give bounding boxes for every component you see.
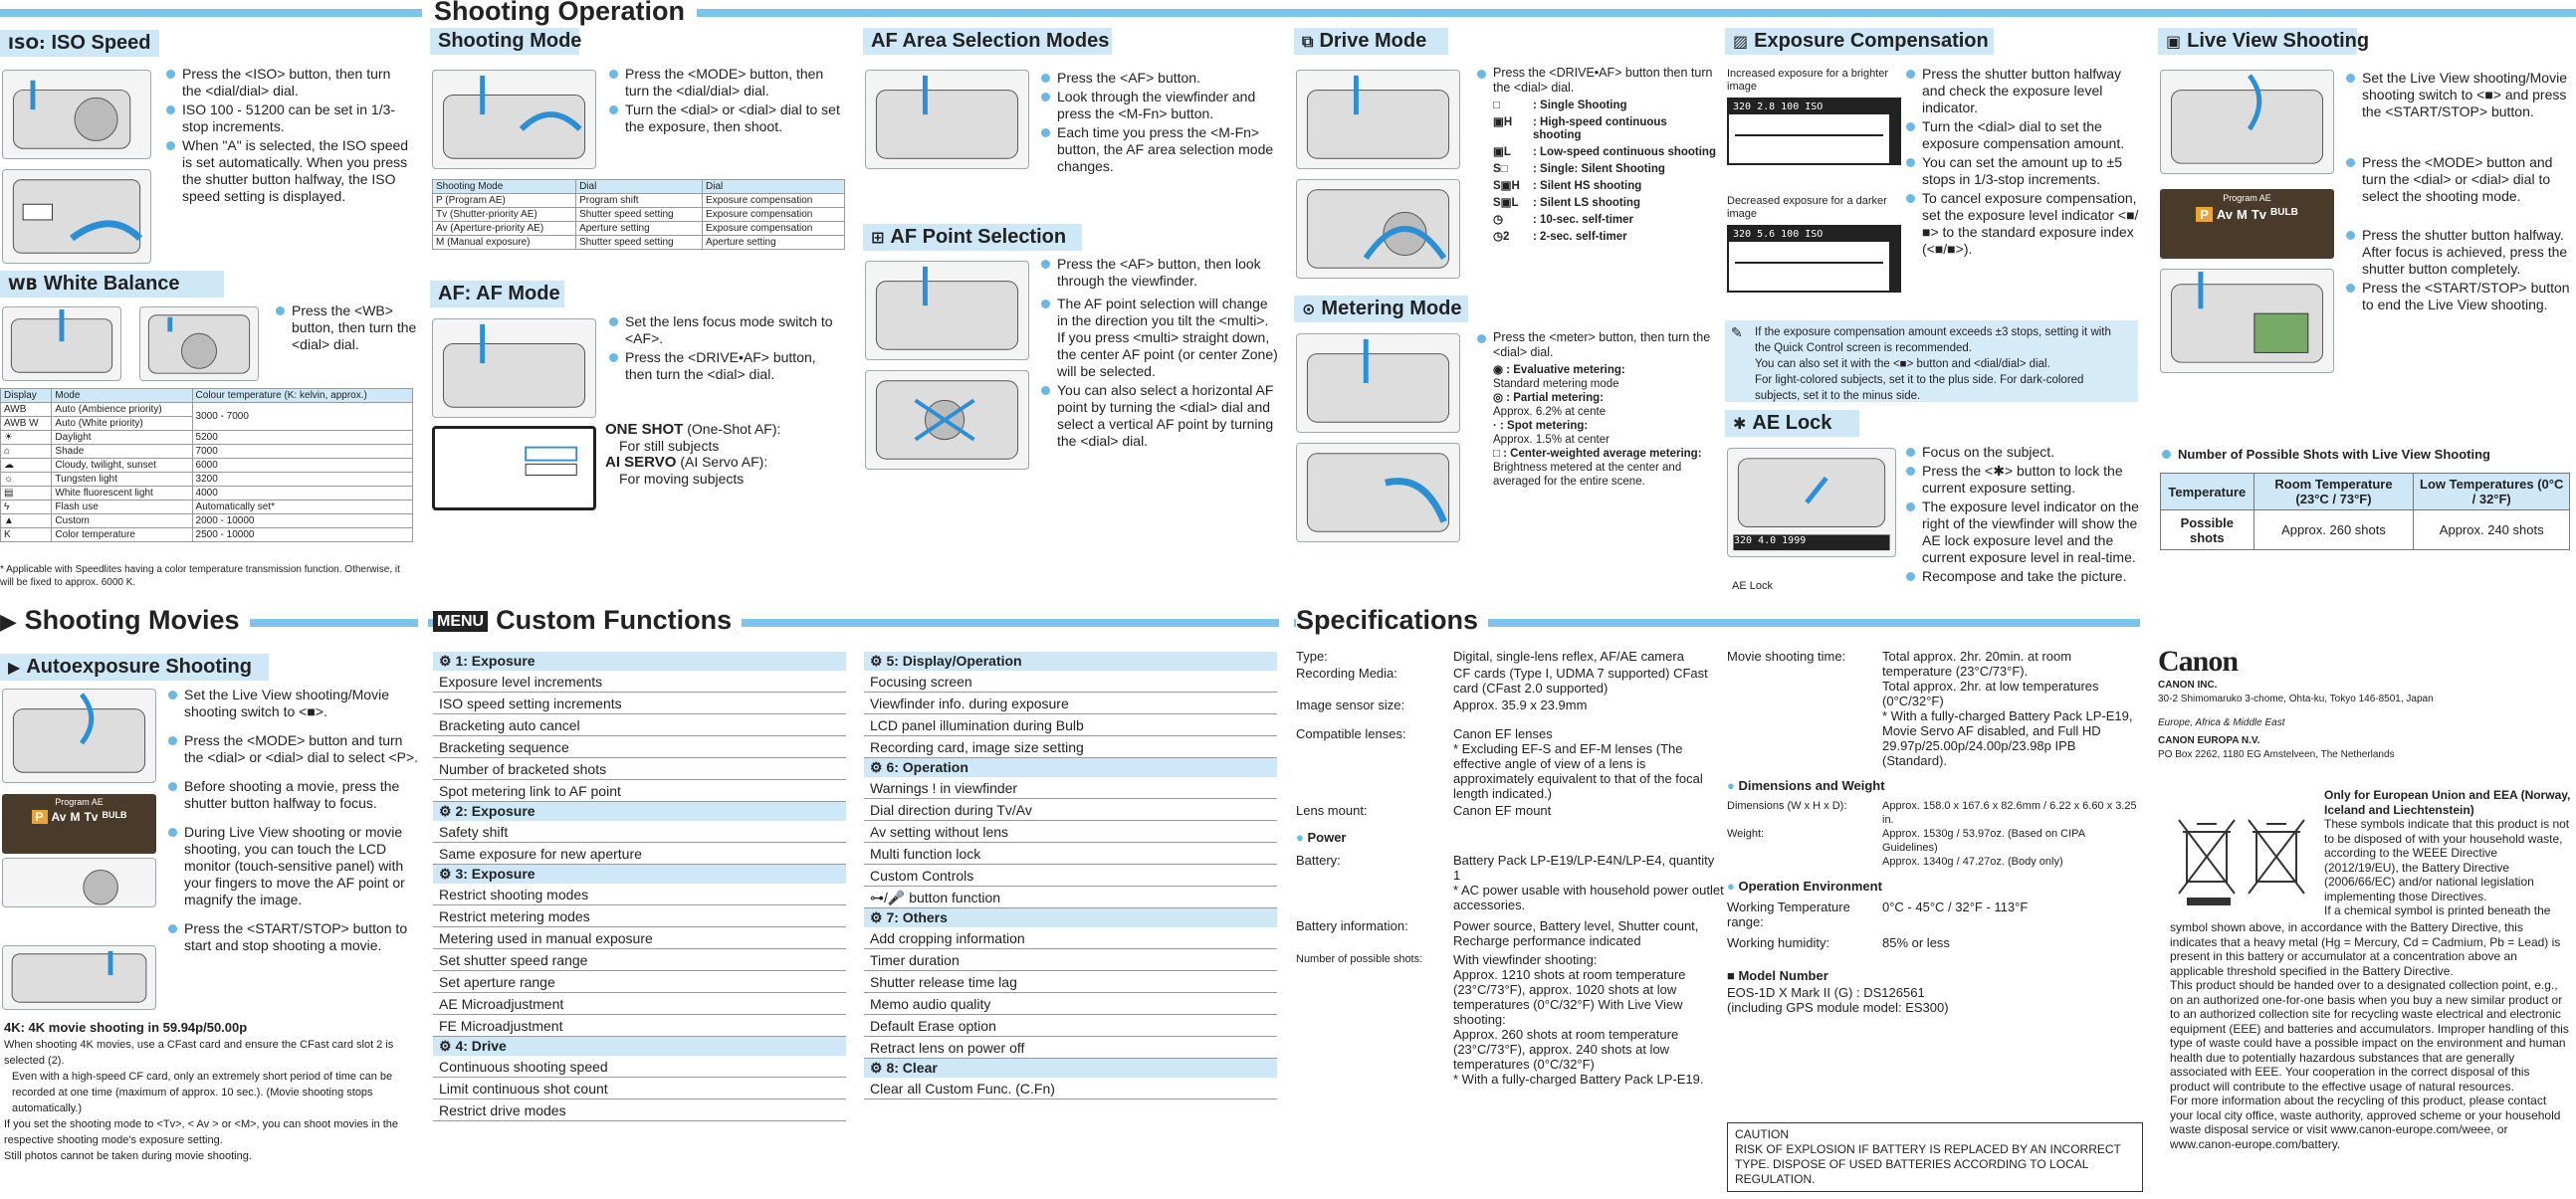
- movie-step: Set the Live View shooting/Movie shooting switch to <■>.: [166, 687, 420, 720]
- iso-illustration: [2, 70, 151, 159]
- table-row: Av (Aperture-priority AE) Aperture setting Exposure compensation: [433, 222, 845, 236]
- list-item: Retract lens on power off: [864, 1037, 1277, 1059]
- spec-row: Image sensor size: Approx. 35.9 x 23.9mm: [1296, 698, 1588, 712]
- list-item: Dial direction during Tv/Av: [864, 799, 1277, 821]
- af-lcd-illustration: [432, 426, 596, 510]
- exposure-bright-label: Increased exposure for a brighter image: [1727, 68, 1889, 93]
- spec-row: Battery: Battery Pack LP-E19/LP-E4N/LP-E4, quantity 1 * AC power usable with household power outlet accessories.: [1296, 853, 1724, 912]
- list-item: Restrict metering modes: [433, 905, 846, 927]
- list-item: Av setting without lens: [864, 821, 1277, 843]
- list-item: Exposure level increments: [433, 671, 846, 693]
- cfn-group-header: ⚙ 6: Operation: [864, 758, 1277, 777]
- k4-title: 4K: 4K movie shooting in 59.94p/50.00p: [4, 1020, 248, 1035]
- list-item: ▣L : Low-speed continuous shooting: [1493, 146, 1716, 158]
- list-item: Warnings ! in viewfinder: [864, 777, 1277, 799]
- live-view-mode-screen: Program AE P Av M Tv BULB: [2160, 189, 2334, 259]
- list-item: Shutter release time lag: [864, 971, 1277, 993]
- list-item: Default Erase option: [864, 1015, 1277, 1037]
- af-area-heading: AF Area Selection Modes: [863, 28, 1112, 55]
- iso-step: Press the <ISO> button, then turn the <dial/dial> dial.: [164, 66, 413, 100]
- list-item: ⊶/🎤 button function: [864, 887, 1277, 908]
- live-view-step: Press the shutter button halfway. After focus is achieved, press the shutter button completely.: [2344, 227, 2571, 278]
- live-view-illustration: [2160, 70, 2334, 174]
- drive-list: [1493, 100, 1717, 248]
- list-item: S□ : Single: Silent Shooting: [1493, 163, 1665, 175]
- wb-step: Press the <WB> button, then turn the <dial> dial.: [274, 302, 423, 353]
- spec-row: Compatible lenses: Canon EF lenses * Excluding EF-S and EF-M lenses (The effective angle of view of a lens is approximately equivalent to that of the focal length indicated.): [1296, 726, 1703, 801]
- wb-table: [0, 388, 413, 542]
- exposure-step: Press the shutter button halfway and check the exposure level indicator.: [1904, 66, 2148, 116]
- list-item: LCD panel illumination during Bulb: [864, 714, 1277, 736]
- list-item: Memo audio quality: [864, 993, 1277, 1015]
- page-title: Shooting Operation: [422, 0, 697, 27]
- af-point-steps: [1039, 256, 1278, 452]
- movie-mode-screen: Program AE P Av M Tv BULB: [2, 794, 156, 854]
- exposure-scale: [1889, 225, 1901, 293]
- live-view-heading: ▣ Live View Shooting: [2158, 28, 2357, 55]
- spec-row: Battery information: Power source, Battery level, Shutter count, Recharge performance indicated: [1296, 918, 1699, 948]
- wb-dial-illustration: [139, 306, 259, 381]
- weee-bin-icon: [2175, 814, 2314, 908]
- list-item: ◷ : 10-sec. self-timer: [1493, 214, 1633, 226]
- list-item: ◎ : Partial metering:: [1493, 392, 1605, 404]
- cfn-group-header: ⚙ 7: Others: [864, 908, 1277, 927]
- lcd-panel-bright: 320 2.8 100 ISO: [1727, 98, 1891, 165]
- movie-step: Press the <MODE> button and turn the <dial> or <dial> dial to select <P>.: [166, 732, 420, 766]
- note-icon: ✎: [1731, 324, 1743, 340]
- k4-notes: When shooting 4K movies, use a CFast card and ensure the CFast card slot 2 is selected (2). Even with a high-speed CF card, only an extremely short period of time can be recorded at one time (maximum of approx. 10 sec.). (Movie shooting stops automatically.) If you set the shooting mode to <Tv>, < Av > or <M>, you can shoot movies in the respective shooting mode's exposure setting. Still photos cannot be taken during movie shooting.: [4, 1039, 399, 1162]
- af-area-steps: [1039, 70, 1278, 177]
- list-item: ◉ : Evaluative metering:: [1493, 364, 1625, 376]
- mode-step: Press the <MODE> button, then turn the <dial/dial> dial.: [607, 66, 846, 100]
- af-area-illustration: [865, 70, 1029, 169]
- table-row: AWB Auto (Ambience priority) 3000 - 7000: [1, 403, 413, 417]
- dimensions-heading: ● Dimensions and Weight: [1727, 778, 1885, 793]
- list-item: Bracketing sequence: [433, 736, 846, 758]
- wb-heading: WB White Balance: [0, 271, 224, 298]
- af-area-step: Press the <AF> button.: [1039, 70, 1278, 87]
- exposure-step: To cancel exposure compensation, set the exposure level indicator <■/■> to the standard exposure index (<■/■>).: [1904, 190, 2148, 258]
- ae-lock-step: Focus on the subject.: [1904, 444, 2148, 461]
- power-heading: ● Power: [1296, 830, 1347, 845]
- live-view-shots-table: Temperature Room Temperature (23°C / 73°F) Low Temperatures (0°C / 32°F) Possible shots Approx. 260 shots Approx. 240 shots: [2160, 473, 2570, 550]
- movie-step: During Live View shooting or movie shooting, you can touch the LCD monitor (touch-sensitive panel) with your fingers to move the AF point or magnify the image.: [166, 824, 420, 908]
- list-item: FE Microadjustment: [433, 1015, 846, 1037]
- spec-row: Type: Digital, single-lens reflex, AF/AE camera: [1296, 649, 1684, 664]
- mode-step: Turn the <dial> or <dial> dial to set the exposure, then shoot.: [607, 101, 846, 135]
- exposure-step: Turn the <dial> dial to set the exposure compensation amount.: [1904, 118, 2148, 152]
- table-row: ϟ Flash use Automatically set*: [1, 500, 413, 514]
- specs-left: [1296, 649, 1724, 1087]
- metering-heading: ⊙ Metering Mode: [1294, 296, 1468, 322]
- spec-row: Weight: Approx. 1530g / 53.97oz. (Based on CIPA Guidelines) Approx. 1340g / 47.27oz. (Body only): [1727, 828, 2085, 868]
- list-item: Clear all Custom Func. (C.Fn): [864, 1078, 1277, 1099]
- movie-switch-illustration: [2, 689, 156, 783]
- live-view-step: Set the Live View shooting/Movie shooting switch to <■> and press the <START/STOP> button.: [2344, 70, 2571, 120]
- wb-col-header: Display: [1, 389, 52, 403]
- canon-logo: Canon: [2158, 645, 2239, 678]
- table-row: ⌂ Shade 7000: [1, 445, 413, 459]
- list-item: Custom Controls: [864, 865, 1277, 887]
- spec-row: Movie shooting time: Total approx. 2hr. 20min. at room temperature (23°C/73°F). Total approx. 2hr. at low temperatures (0°C/32°F) * With a fully-charged Battery Pack LP-E19, Movie Servo AF disabled, and Full HD 29.97p/25.00p/24.00p/23.98p IPB (Standard).: [1727, 649, 2133, 768]
- specs-right: [1727, 649, 2140, 1015]
- key-mic-icon: ⊶/🎤: [870, 890, 910, 905]
- cfn-group-header: ⚙ 2: Exposure: [433, 802, 846, 821]
- cfn-group-header: ⚙ 1: Exposure: [433, 652, 846, 671]
- canon-address-block: CANON INC. 30-2 Shimomaruko 3-chome, Ohta-ku, Tokyo 146-8501, Japan Europe, Africa & Middle East CANON EUROPA N.V. PO Box 2262, 1180 EG Amstelveen, The Netherlands: [2158, 680, 2434, 760]
- table-row: K Color temperature 2500 - 10000: [1, 528, 413, 542]
- metering-list: ◉ : Evaluative metering: Standard metering mode ◎ : Partial metering: Approx. 6.2% at cente · : Spot metering: Approx. 1.5% at center □ : Center-weighted average metering: Brightness metered at the center and averaged for the entire scene.: [1493, 363, 1722, 489]
- spec-row: Recording Media: CF cards (Type I, UDMA 7 supported) CFast card (CFast 2.0 supported): [1296, 666, 1708, 696]
- movie-steps: [166, 687, 420, 956]
- af-point-step: The AF point selection will change in the direction you tilt the <multi>. If you press <multi> straight down, the center AF point (or center Zone) will be selected.: [1039, 296, 1278, 380]
- list-item: ▣H : High-speed continuous shooting: [1493, 116, 1667, 141]
- table-row: Tv (Shutter-priority AE) Shutter speed setting Exposure compensation: [433, 208, 845, 222]
- list-item: Focusing screen: [864, 671, 1277, 693]
- table-row: ☀ Daylight 5200: [1, 431, 413, 445]
- list-item: ISO speed setting increments: [433, 693, 846, 714]
- ae-lock-caption: AE Lock: [1732, 580, 1773, 592]
- table-row: M (Manual exposure) Shutter speed setting Aperture setting: [433, 236, 845, 250]
- model-number: EOS-1D X Mark II (G) : DS126561 (including GPS module model: ES300): [1727, 985, 1949, 1015]
- cfn-group-header: ⚙ 4: Drive: [433, 1037, 846, 1056]
- list-item: Continuous shooting speed: [433, 1056, 846, 1078]
- ae-lock-step: The exposure level indicator on the right of the viewfinder will show the AE lock exposure level and the current exposure level in real-time.: [1904, 499, 2148, 566]
- table-row: ▲ Custom 2000 - 10000: [1, 514, 413, 528]
- list-item: □ : Center-weighted average metering:: [1493, 448, 1702, 460]
- list-item: Metering used in manual exposure: [433, 927, 846, 949]
- custom-col-1: [433, 652, 846, 1121]
- af-point-illustration: [865, 261, 1029, 360]
- exposure-comp-steps: [1904, 66, 2148, 260]
- movie-step: Before shooting a movie, press the shutter button halfway to focus.: [166, 778, 420, 812]
- mode-illustration: [432, 70, 596, 169]
- exposure-dark-label: Decreased exposure for a darker image: [1727, 195, 1887, 220]
- spec-row: Working humidity: 85% or less: [1727, 935, 1950, 950]
- list-item: Limit continuous shot count: [433, 1078, 846, 1099]
- list-item: Viewfinder info. during exposure: [864, 693, 1277, 714]
- eu-notice: symbol shown above, in accordance with the Battery Directive, this indicates that a heavy metal (Hg = Mercury, Cd = Cadmium, Pb = Lead) is present in this battery or accumulator at a concentration above an applicable threshold specified in the Battery Directive. This product should be handed over to a designated collection point, e.g., on an authorized one-for-one basis when you buy a new similar product or to an authorized collection site for recycling waste electrical and electronic equipment (EEE) and batteries and accumulators. Improper handling of this type of waste could have a possible impact on the environment and human health due to potentially hazardous substances that are generally associated with EEE. Your cooperation in the correct disposal of this product will contribute to the effective usage of natural resources. For more information about the recycling of this product, please contact your local city office, waste authority, approved scheme or your household waste disposal service or visit www.canon-europe.com/weee, or www.canon-europe.com/battery.: [2170, 920, 2569, 1151]
- lcd-panel-dark: 320 5.6 100 ISO: [1727, 225, 1891, 293]
- cfn-group-header: ⚙ 8: Clear: [864, 1059, 1277, 1078]
- shooting-mode-table: Shooting Mode Dial Dial P (Program AE) Program shift Exposure compensation Tv (Shutter-priority AE) Shutter speed setting Exposure compensation Av (Aperture-priority AE) Aperture setting Exposure compensation M (Manual exposure) Shutter speed setting Aperture setting: [432, 179, 845, 250]
- top-rule: [0, 9, 2576, 17]
- af-point-step: Press the <AF> button, then look through the viewfinder.: [1039, 256, 1278, 290]
- list-item: Add cropping information: [864, 927, 1277, 949]
- table-row: ☼ Tungsten light 3200: [1, 473, 413, 487]
- iso-heading: ISO: ISO Speed: [0, 30, 159, 57]
- list-item: S▣H : Silent HS shooting: [1493, 180, 1642, 192]
- af-mode-steps: [607, 313, 846, 385]
- cfn-group-header: ⚙ 5: Display/Operation: [864, 652, 1277, 671]
- shooting-mode-steps: [607, 66, 846, 137]
- table-row: ▤ White fluorescent light 4000: [1, 487, 413, 500]
- exposure-step: You can set the amount up to ±5 stops in 1/3-stop increments.: [1904, 154, 2148, 188]
- movie-dial-illustration: [2, 858, 156, 907]
- live-view-steps: [2344, 70, 2571, 315]
- list-item: Timer duration: [864, 949, 1277, 971]
- movie-step: Press the <START/STOP> button to start and stop shooting a movie.: [166, 920, 420, 954]
- list-item: Recording card, image size setting: [864, 736, 1277, 758]
- iso-step: ISO 100 - 51200 can be set in 1/3-stop increments.: [164, 101, 413, 135]
- ae-lock-heading: ✱ AE Lock: [1725, 410, 1859, 437]
- movies-heading: ▶ Shooting Movies: [0, 605, 250, 636]
- af-mode-heading: AF: AF Mode: [430, 281, 564, 307]
- list-item: Set aperture range: [433, 971, 846, 993]
- autoexposure-heading: ▶ Autoexposure Shooting: [0, 654, 269, 681]
- af-mode-illustration: [432, 318, 596, 418]
- list-item: Restrict shooting modes: [433, 884, 846, 905]
- metering-intro: Press the <meter> button, then turn the <dial> dial.: [1475, 330, 1719, 362]
- list-item: Number of bracketed shots: [433, 758, 846, 780]
- list-item: Multi function lock: [864, 843, 1277, 865]
- metering-dial-illustration: [1296, 443, 1460, 542]
- model-heading: ■ Model Number: [1727, 968, 1828, 983]
- metering-illustration: [1296, 333, 1460, 433]
- table-row: Possible shots Approx. 260 shots Approx. 240 shots: [2161, 510, 2570, 550]
- table-row: AWB W Auto (White priority): [1, 417, 413, 431]
- live-view-shots-title: Number of Possible Shots with Live View Shooting: [2160, 446, 2568, 465]
- exposure-note: ✎ If the exposure compensation amount exceeds ±3 stops, setting it with the Quick Control screen is recommended. You can also set it with the <■> button and <dial/dial> dial. For light-colored subjects, set it to the plus side. For dark-colored subjects, set it to the minus side.: [1725, 320, 2138, 402]
- live-view-step: Press the <START/STOP> button to end the Live View shooting.: [2344, 280, 2571, 313]
- ae-lock-step: Recompose and take the picture.: [1904, 568, 2148, 585]
- af-point-step: You can also select a horizontal AF point by turning the <dial> dial and select a vertical AF point by turning the <dial> dial.: [1039, 382, 1278, 450]
- list-item: AE Microadjustment: [433, 993, 846, 1015]
- iso-step: When "A" is selected, the ISO speed is set automatically. When you press the shutter button halfway, the ISO speed setting is displayed.: [164, 137, 413, 205]
- drive-illustration: [1296, 70, 1460, 169]
- af-area-step: Each time you press the <M-Fn> button, the AF area selection mode changes.: [1039, 124, 1278, 175]
- custom-heading: MENU Custom Functions: [433, 605, 742, 636]
- wb-col-header: Mode: [52, 389, 192, 403]
- exposure-scale: [1889, 98, 1901, 165]
- ae-lock-step: Press the <✱> button to lock the current exposure setting.: [1904, 463, 2148, 497]
- environment-heading: ● Operation Environment: [1727, 879, 1882, 894]
- list-item: Restrict drive modes: [433, 1099, 846, 1121]
- wb-col-header: Colour temperature (K: kelvin, approx.): [192, 389, 412, 403]
- shooting-mode-heading: Shooting Mode: [430, 28, 579, 55]
- drive-dial-illustration: [1296, 179, 1460, 279]
- spec-row: Working Temperature range: 0°C - 45°C / 32°F - 113°F: [1727, 899, 2029, 929]
- drive-heading: ⧉ Drive Mode: [1294, 28, 1448, 55]
- ae-lock-steps: [1904, 444, 2148, 587]
- exposure-comp-heading: ▨ Exposure Compensation: [1725, 28, 1994, 55]
- af-point-heading: ⊞ AF Point Selection: [863, 224, 1082, 251]
- list-item: □ : Single Shooting: [1493, 100, 1627, 111]
- list-item: S▣L : Silent LS shooting: [1493, 197, 1640, 209]
- table-row: P (Program AE) Program shift Exposure compensation: [433, 194, 845, 208]
- list-item: · : Spot metering:: [1493, 420, 1589, 432]
- list-item: Same exposure for new aperture: [433, 843, 846, 865]
- movie-start-illustration: [2, 945, 156, 1010]
- caution-box: CAUTION RISK OF EXPLOSION IF BATTERY IS REPLACED BY AN INCORRECT TYPE. DISPOSE OF USED BATTERIES ACCORDING TO LOCAL REGULATION.: [1727, 1122, 2143, 1192]
- spec-row: Dimensions (W x H x D): Approx. 158.0 x 167.6 x 82.6mm / 6.22 x 6.60 x 3.25 in.: [1727, 800, 2137, 826]
- specs-heading: Specifications: [1296, 605, 1488, 636]
- custom-col-2: [864, 652, 1277, 1099]
- list-item: Spot metering link to AF point: [433, 780, 846, 802]
- spec-row: Number of possible shots: With viewfinder shooting: Approx. 1210 shots at room temperature (23°C/73°F), approx. 1020 shots at low temperatures (0°C/32°F) With Live View shooting: Approx. 260 shots at room temperature (23°C/73°F), approx. 240 shots at low temperatures (0°C/32°F) * With a fully-charged Battery Pack LP-E19.: [1296, 952, 1704, 1087]
- eu-notice-right: Only for European Union and EEA (Norway, Iceland and Liechtenstein) These symbols indicate that this product is not to be disposed of with your household waste, according to the WEEE Directive (2012/19/EU), the Battery Directive (2006/66/EC) and/or national legislation implementing those Directives. If a chemical symbol is printed beneath the: [2324, 788, 2571, 917]
- spec-row: Lens mount: Canon EF mount: [1296, 803, 1552, 818]
- table-row: ☁ Cloudy, twilight, sunset 6000: [1, 459, 413, 473]
- af-mode-options: ONE SHOT (One-Shot AF): For still subjects AI SERVO (AI Servo AF): For moving subjects: [605, 421, 781, 487]
- cfn-group-header: ⚙ 3: Exposure: [433, 865, 846, 884]
- af-mode-step: Set the lens focus mode switch to <AF>.: [607, 313, 846, 347]
- list-item: ◷2 : 2-sec. self-timer: [1493, 231, 1627, 243]
- list-item: Bracketing auto cancel: [433, 714, 846, 736]
- wb-footnote: * Applicable with Speedlites having a color temperature transmission function. Otherwise, it will be fixed to approx. 6000 K.: [0, 564, 400, 588]
- wb-steps: [274, 302, 423, 355]
- iso-dial-illustration: [2, 169, 151, 264]
- iso-steps: [164, 66, 413, 207]
- drive-intro: Press the <DRIVE•AF> button then turn the <dial> dial.: [1475, 66, 1714, 98]
- af-mode-step: Press the <DRIVE•AF> button, then turn the <dial> dial.: [607, 349, 846, 383]
- af-area-step: Look through the viewfinder and press the <M-Fn> button.: [1039, 89, 1278, 122]
- wb-illustration: [2, 306, 121, 381]
- af-point-dial-illustration: [865, 370, 1029, 470]
- live-view-step: Press the <MODE> button and turn the <dial> or <dial> dial to select the shooting mode.: [2344, 154, 2571, 205]
- list-item: Set shutter speed range: [433, 949, 846, 971]
- list-item: Safety shift: [433, 821, 846, 843]
- ae-lock-lcd: 320 4.0 1999: [1734, 535, 1807, 546]
- live-view-shutter-illustration: [2160, 269, 2334, 373]
